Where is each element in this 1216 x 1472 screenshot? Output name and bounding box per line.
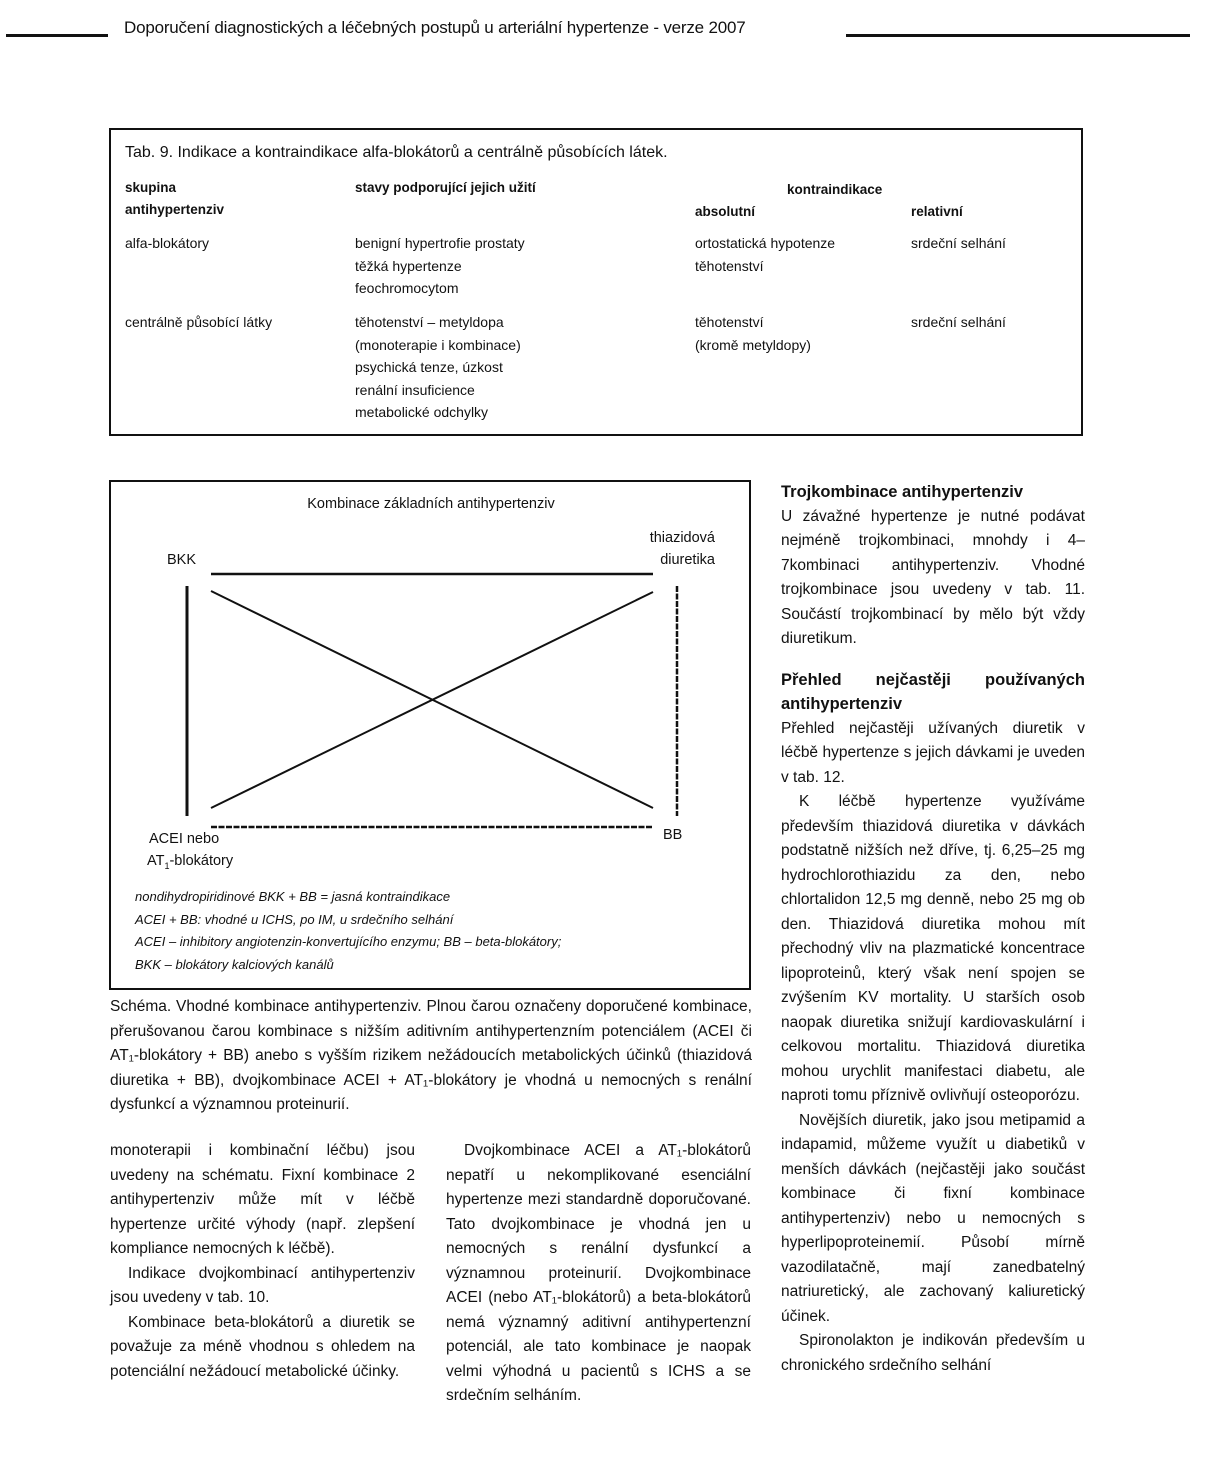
schema-notes: nondihydropiridinové BKK + BB = jasná kontraindikace ACEI + BB: vhodné u ICHS, po IM, u srdečního selhání ACEI – inhibitory angiotenzin-konvertujícího enzymu; BB – beta-blokátory; BKK – blokátory kalciových kanálů <box>135 889 562 972</box>
body-column-middle <box>446 1139 751 1409</box>
table-row-2-relative: srdeční selhání <box>911 314 1006 330</box>
col-header-contraindications: kontraindikace <box>787 182 883 197</box>
schema-title: Kombinace základních antihypertenziv <box>307 496 555 512</box>
paragraph: Novějších diuretik, jako jsou metipamid a indapamid, můžeme využít u diabetiků v menších dávkách (nejčastěji jako součást kombinace či fixní kombinace antihypertenziv) nebo u nemocných s hyperlipoproteinemií. Působí mírně vazodilatačně, mají zanedbatelný natriuretický, ale zachovaný kaliuretický účinek. <box>781 1111 1085 1325</box>
header-title: Doporučení diagnostických a léčebných postupů u arteriální hypertenze - verze 2007 <box>124 18 746 37</box>
paragraph: K léčbě hypertenze využíváme především thiazidová diuretika v dávkách podstatně nižších než dříve, tj. 6,25–25 mg hydrochlorothiazidu za den, nebo chlortalidon 12,5 mg denně, nebo 25 mg ob den. Thiazidová diuretika mohou mít přechodný vliv na plazmatické koncentrace lipoproteinů, který však není spojen se zvýšením KV mortality. U starších osob naopak diuretika snižují kardiovaskulární i celkovou mortalitu. Thiazidová diuretika mohou urychlit manifestaci diabetu, ale naproti tomu příznivě ovlivňují osteoporózu. <box>781 793 1085 1104</box>
table-row-1-group: alfa-blokátory <box>125 235 210 251</box>
col-header-group: skupina antihypertenziv <box>125 180 225 217</box>
node-bb: BB <box>663 827 683 843</box>
section-heading-triple-combination: Trojkombinace antihypertenziv <box>781 483 1024 501</box>
paragraph: Kombinace beta-blokátorů a diuretik se považuje za méně vhodnou s ohledem na potenciální nežádoucí metabolické účinky. <box>110 1313 415 1380</box>
body-column-right <box>781 480 1085 1378</box>
paragraph: U závažné hypertenze je nutné podávat nejméně trojkombinaci, mnohdy i 4–7kombinaci antihypertenziv. Vhodné trojkombinace jsou uvedeny v tab. 11. Součástí trojkombinací by mělo být vždy diuretikum. <box>781 507 1085 647</box>
node-thiazide: thiazidová diuretika <box>649 530 715 568</box>
table-row-1-relative: srdeční selhání <box>911 235 1006 251</box>
table-row-2-absolute: těhotenství (kromě metyldopy) <box>695 314 811 353</box>
table-row-1-indications: benigní hypertrofie prostaty těžká hypertenze feochromocytom <box>355 235 525 296</box>
col-header-absolute: absolutní <box>695 204 755 219</box>
schema-caption: Schéma. Vhodné kombinace antihypertenziv. Plnou čarou označeny doporučené kombinace, přerušovanou čarou kombinace s nižším aditivním antihypertenzním potenciálem (ACEI či AT₁-blokátory + BB) anebo s vyšším rizikem nežádoucích metabolických účinků (thiazidová diuretika + BB), dvojkombinace ACEI + AT₁-blokátory je vhodná u nemocných s renální dysfunkcí a významnou proteinurií. <box>110 998 752 1113</box>
table-9 <box>109 128 1083 436</box>
paragraph: Indikace dvojkombinací antihypertenziv jsou uvedeny v tab. 10. <box>110 1264 415 1306</box>
col-header-indications: stavy podporující jejich užití <box>355 180 536 195</box>
table-caption: Tab. 9. Indikace a kontraindikace alfa-blokátorů a centrálně působících látek. <box>125 144 668 161</box>
combination-schema <box>109 480 751 990</box>
table-row-2-group: centrálně působící látky <box>125 314 273 330</box>
col-header-relative: relativní <box>911 204 963 219</box>
paragraph: Spironolakton je indikován především u chronického srdečního selhání <box>781 1332 1085 1374</box>
node-acei: ACEI nebo $AT_1$-blokátory <box>147 831 234 871</box>
header-rule-right <box>846 34 1190 37</box>
body-column-left <box>110 1139 415 1384</box>
table-row-1-absolute: ortostatická hypotenze těhotenství <box>695 235 836 274</box>
running-header <box>0 18 1216 48</box>
paragraph: monoterapii i kombinační léčbu) jsou uvedeny na schématu. Fixní kombinace 2 antihypertenziv může mít v léčbě hypertenze určité výhody (např. zlepšení kompliance nemocných k léčbě). <box>110 1142 415 1257</box>
header-rule-left <box>6 34 108 37</box>
table-row-2-indications: těhotenství – metyldopa (monoterapie i kombinace) psychická tenze, úzkost renální insuficience metabolické odchylky <box>355 314 521 420</box>
node-bkk: BKK <box>167 552 197 568</box>
section-heading-overview: Přehled nejčastěji používaných antihypertenziv <box>781 670 1085 713</box>
paragraph: Dvojkombinace ACEI a AT₁-blokátorů nepatří u nekomplikované esenciální hypertenze mezi standardně doporučované. Tato dvojkombinace je vhodná jen u nemocných s renální dysfunkcí a významnou proteinurií. Dvojkombinace ACEI (nebo AT₁-blokátorů) a beta-blokátorů nemá významný aditivní antihypertenzní potenciál, ale tato kombinace je naopak velmi výhodná u pacientů s ICHS a se srdečním selháním. <box>446 1142 751 1404</box>
paragraph: Přehled nejčastěji užívaných diuretik v léčbě hypertenze s jejich dávkami je uveden v tab. 12. <box>781 719 1085 786</box>
